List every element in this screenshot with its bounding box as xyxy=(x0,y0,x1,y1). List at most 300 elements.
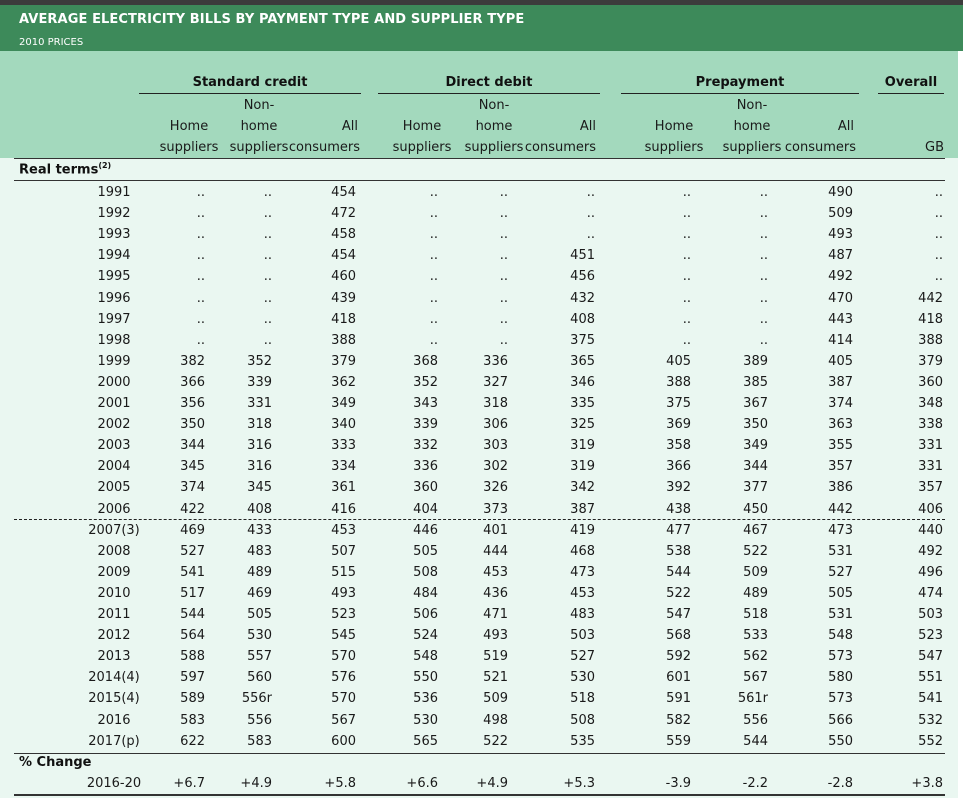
table-cell: .. xyxy=(682,269,691,285)
table-cell: 450 xyxy=(743,501,768,517)
table-cell: 531 xyxy=(828,607,853,622)
table-cell: 382 xyxy=(180,353,205,369)
table-cell: .. xyxy=(263,227,272,243)
row-year: 2008 xyxy=(97,543,131,559)
table-cell: 344 xyxy=(743,459,768,475)
table-cell: 560 xyxy=(247,670,272,686)
table-cell: 551 xyxy=(918,670,943,686)
table-cell: .. xyxy=(759,227,768,243)
table-cell: 365 xyxy=(570,353,595,369)
subheader-non: Non- xyxy=(736,98,768,113)
table-cell: 496 xyxy=(918,564,943,580)
subheader-non: Non- xyxy=(243,98,275,113)
table-cell: 493 xyxy=(331,585,356,601)
subheader-home: Home xyxy=(654,119,694,134)
table-cell: 454 xyxy=(331,248,356,264)
table-cell: 591 xyxy=(666,691,691,707)
table-cell: 388 xyxy=(331,332,356,348)
row-year: 2013 xyxy=(97,649,131,665)
table-cell: 363 xyxy=(828,417,853,433)
table-cell: 453 xyxy=(570,585,595,601)
subheader-home: home xyxy=(733,119,771,134)
table-cell: 352 xyxy=(413,374,438,390)
table-cell: 303 xyxy=(483,438,508,454)
table-cell: 521 xyxy=(483,670,508,686)
table-cell: 467 xyxy=(743,522,768,538)
table-cell: 333 xyxy=(331,438,356,454)
table-cell: .. xyxy=(499,290,508,306)
table-cell: 544 xyxy=(180,607,205,622)
table-cell: .. xyxy=(196,185,205,200)
subheader-suppliers: suppliers xyxy=(464,140,524,155)
table-cell: .. xyxy=(196,290,205,306)
table-cell: 405 xyxy=(828,353,853,369)
table-cell: 566 xyxy=(828,712,853,728)
table-cell: .. xyxy=(196,332,205,348)
table-cell: 523 xyxy=(331,607,356,622)
table-row xyxy=(0,667,963,688)
table-cell: 484 xyxy=(413,585,438,601)
table-row xyxy=(0,541,963,562)
table-cell: 334 xyxy=(331,459,356,475)
table-cell: 319 xyxy=(570,459,595,475)
table-cell: 432 xyxy=(570,290,595,306)
table-cell: 414 xyxy=(828,332,853,348)
table-cell: .. xyxy=(263,332,272,348)
table-cell: 348 xyxy=(918,396,943,411)
table-cell: 530 xyxy=(247,628,272,644)
table-cell: 451 xyxy=(570,248,595,264)
table-subtitle: 2010 PRICES xyxy=(19,37,84,48)
table-cell: 453 xyxy=(483,564,508,580)
table-row xyxy=(0,520,963,541)
table-cell: .. xyxy=(934,206,943,222)
row-year: 2016-20 xyxy=(86,776,142,791)
table-cell: 440 xyxy=(918,522,943,538)
table-cell: 562 xyxy=(743,649,768,665)
table-cell: +4.9 xyxy=(240,776,272,791)
group-prepayment: Prepayment xyxy=(695,75,785,90)
table-cell: 366 xyxy=(666,459,691,475)
table-cell: 493 xyxy=(828,227,853,243)
table-cell: 505 xyxy=(413,543,438,559)
table-cell: .. xyxy=(196,311,205,327)
table-cell: 548 xyxy=(413,649,438,665)
table-cell: .. xyxy=(263,206,272,222)
table-cell: 404 xyxy=(413,501,438,517)
table-cell: 331 xyxy=(247,396,272,411)
table-cell: .. xyxy=(263,185,272,200)
row-year: 2017(p) xyxy=(88,733,140,749)
table-cell: 564 xyxy=(180,628,205,644)
subheader-consumers: consumers xyxy=(288,140,360,155)
table-row xyxy=(0,477,963,498)
table-cell: 458 xyxy=(331,227,356,243)
table-cell: -2.2 xyxy=(742,776,768,791)
table-cell: 442 xyxy=(918,290,943,306)
table-cell: 472 xyxy=(331,206,356,222)
row-year: 1997 xyxy=(97,311,131,327)
table-cell: 532 xyxy=(918,712,943,728)
table-cell: 349 xyxy=(331,396,356,411)
table-cell: 375 xyxy=(570,332,595,348)
table-cell: 483 xyxy=(247,543,272,559)
table-cell: .. xyxy=(759,332,768,348)
table-cell: 541 xyxy=(918,691,943,707)
table-cell: 401 xyxy=(483,522,508,538)
table-cell: 508 xyxy=(413,564,438,580)
table-row xyxy=(0,456,963,477)
table-row xyxy=(0,625,963,646)
table-cell: .. xyxy=(263,290,272,306)
row-year: 2003 xyxy=(97,438,131,454)
table-cell: 408 xyxy=(570,311,595,327)
table-cell: 350 xyxy=(180,417,205,433)
table-cell: 492 xyxy=(918,543,943,559)
table-cell: .. xyxy=(499,185,508,200)
table-cell: 597 xyxy=(180,670,205,686)
table-cell: 419 xyxy=(570,522,595,538)
table-cell: .. xyxy=(429,206,438,222)
table-cell: 362 xyxy=(331,374,356,390)
row-year: 2004 xyxy=(97,459,131,475)
table-cell: 468 xyxy=(570,543,595,559)
table-row xyxy=(0,203,963,224)
table-cell: .. xyxy=(196,206,205,222)
table-cell: 388 xyxy=(666,374,691,390)
table-cell: 548 xyxy=(828,628,853,644)
table-cell: 456 xyxy=(570,269,595,285)
table-cell: .. xyxy=(499,311,508,327)
table-cell: .. xyxy=(759,290,768,306)
table-cell: +4.9 xyxy=(476,776,508,791)
table-cell: 316 xyxy=(247,459,272,475)
table-cell: 522 xyxy=(483,733,508,749)
subheader-suppliers: suppliers xyxy=(722,140,782,155)
table-cell: 509 xyxy=(743,564,768,580)
table-cell: 567 xyxy=(743,670,768,686)
table-cell: 544 xyxy=(743,733,768,749)
table-row xyxy=(0,288,963,309)
row-year: 1992 xyxy=(97,206,131,222)
table-cell: 583 xyxy=(247,733,272,749)
table-cell: .. xyxy=(499,248,508,264)
table-cell: 483 xyxy=(570,607,595,622)
subheader-all: All xyxy=(837,119,854,134)
table-cell: .. xyxy=(429,269,438,285)
table-cell: 550 xyxy=(828,733,853,749)
table-cell: .. xyxy=(586,206,595,222)
table-cell: 357 xyxy=(828,459,853,475)
table-cell: 418 xyxy=(331,311,356,327)
table-cell: .. xyxy=(934,269,943,285)
table-cell: +6.7 xyxy=(173,776,205,791)
subheader-non: Non- xyxy=(478,98,510,113)
table-cell: 469 xyxy=(180,522,205,538)
table-row xyxy=(0,224,963,245)
row-year: 2006 xyxy=(97,501,131,517)
table-cell: 592 xyxy=(666,649,691,665)
table-cell: .. xyxy=(682,290,691,306)
table-cell: 474 xyxy=(918,585,943,601)
table-cell: 489 xyxy=(247,564,272,580)
table-cell: 360 xyxy=(413,480,438,496)
subheader-suppliers: suppliers xyxy=(229,140,289,155)
table-cell: 339 xyxy=(247,374,272,390)
table-cell: .. xyxy=(499,227,508,243)
table-row xyxy=(0,351,963,372)
table-cell: 386 xyxy=(828,480,853,496)
section-real-terms-text: Real terms xyxy=(19,162,99,178)
group-underline xyxy=(621,93,859,94)
table-cell: 335 xyxy=(570,396,595,411)
table-cell: 374 xyxy=(180,480,205,496)
table-cell: 350 xyxy=(743,417,768,433)
table-cell: .. xyxy=(682,332,691,348)
table-cell: 530 xyxy=(413,712,438,728)
table-cell: 505 xyxy=(247,607,272,622)
table-cell: 519 xyxy=(483,649,508,665)
table-cell: 446 xyxy=(413,522,438,538)
table-cell: 470 xyxy=(828,290,853,306)
table-row xyxy=(0,499,963,520)
table-cell: .. xyxy=(682,311,691,327)
table-cell: 583 xyxy=(180,712,205,728)
table-cell: 338 xyxy=(918,417,943,433)
table-cell: .. xyxy=(499,332,508,348)
subheader-suppliers: suppliers xyxy=(159,140,219,155)
table-cell: 379 xyxy=(331,353,356,369)
table-cell: 343 xyxy=(413,396,438,411)
table-cell: 325 xyxy=(570,417,595,433)
table-cell: .. xyxy=(934,248,943,264)
table-cell: 433 xyxy=(247,522,272,538)
table-cell: 357 xyxy=(918,480,943,496)
table-cell: 573 xyxy=(828,691,853,707)
table-cell: 567 xyxy=(331,712,356,728)
row-year: 2014(4) xyxy=(88,670,140,686)
series-break-line xyxy=(14,519,945,520)
table-cell: 503 xyxy=(570,628,595,644)
table-cell: 460 xyxy=(331,269,356,285)
table-cell: 477 xyxy=(666,522,691,538)
table-cell: .. xyxy=(429,332,438,348)
table-cell: 345 xyxy=(180,459,205,475)
table-cell: 344 xyxy=(180,438,205,454)
table-row xyxy=(0,731,963,752)
table-cell: 306 xyxy=(483,417,508,433)
group-overall: Overall xyxy=(884,75,938,90)
table-cell: 318 xyxy=(483,396,508,411)
table-cell: .. xyxy=(759,206,768,222)
table-cell: 385 xyxy=(743,374,768,390)
row-year: 2009 xyxy=(97,564,131,580)
table-cell: 374 xyxy=(828,396,853,411)
subheader-home: home xyxy=(475,119,513,134)
table-row xyxy=(0,266,963,287)
table-cell: 531 xyxy=(828,543,853,559)
table-cell: +5.8 xyxy=(324,776,356,791)
subheader-suppliers: suppliers xyxy=(392,140,452,155)
table-cell: 389 xyxy=(743,353,768,369)
table-row xyxy=(0,562,963,583)
table-cell: 367 xyxy=(743,396,768,411)
table-cell: 547 xyxy=(918,649,943,665)
table-cell: 349 xyxy=(743,438,768,454)
table-cell: 523 xyxy=(918,628,943,644)
table-cell: .. xyxy=(682,248,691,264)
table-cell: .. xyxy=(263,311,272,327)
row-year: 2002 xyxy=(97,417,131,433)
table-row-change xyxy=(0,773,963,794)
table-cell: .. xyxy=(429,290,438,306)
table-row xyxy=(0,309,963,330)
table-cell: 538 xyxy=(666,543,691,559)
table-cell: 580 xyxy=(828,670,853,686)
table-cell: 556 xyxy=(743,712,768,728)
table-cell: 498 xyxy=(483,712,508,728)
table-cell: .. xyxy=(682,227,691,243)
table-cell: 387 xyxy=(828,374,853,390)
group-direct-debit: Direct debit xyxy=(445,75,533,90)
table-cell: 355 xyxy=(828,438,853,454)
table-cell: 524 xyxy=(413,628,438,644)
subheader-home: home xyxy=(240,119,278,134)
table-cell: 545 xyxy=(331,628,356,644)
table-cell: 508 xyxy=(570,712,595,728)
row-year: 2016 xyxy=(97,712,131,728)
table-cell: 527 xyxy=(180,543,205,559)
group-underline xyxy=(378,93,600,94)
row-year: 2012 xyxy=(97,628,131,644)
table-cell: 336 xyxy=(413,459,438,475)
row-year: 2015(4) xyxy=(88,691,140,707)
table-cell: .. xyxy=(196,248,205,264)
row-year: 1999 xyxy=(97,353,131,369)
row-year: 2011 xyxy=(97,607,131,622)
table-cell: .. xyxy=(263,269,272,285)
row-year: 1991 xyxy=(97,185,131,200)
table-cell: 515 xyxy=(331,564,356,580)
table-cell: 556 xyxy=(247,712,272,728)
table-cell: 492 xyxy=(828,269,853,285)
table-cell: .. xyxy=(934,227,943,243)
table-cell: 473 xyxy=(828,522,853,538)
table-cell: 490 xyxy=(828,185,853,200)
table-row xyxy=(0,330,963,351)
subheader-home: Home xyxy=(169,119,209,134)
table-row xyxy=(0,583,963,604)
table-cell: +3.8 xyxy=(911,776,943,791)
section-real-terms-note: (2) xyxy=(98,161,112,170)
subheader-all: All xyxy=(579,119,596,134)
row-year: 2007(3) xyxy=(88,522,140,538)
table-cell: 557 xyxy=(247,649,272,665)
row-year: 2000 xyxy=(97,374,131,390)
table-cell: 503 xyxy=(918,607,943,622)
table-cell: 316 xyxy=(247,438,272,454)
table-cell: .. xyxy=(682,185,691,200)
table-cell: 473 xyxy=(570,564,595,580)
table-cell: 358 xyxy=(666,438,691,454)
table-cell: 444 xyxy=(483,543,508,559)
table-cell: 561r xyxy=(737,691,768,707)
table-row xyxy=(0,435,963,456)
table-cell: 552 xyxy=(918,733,943,749)
table-cell: .. xyxy=(429,185,438,200)
table-cell: 360 xyxy=(918,374,943,390)
row-year: 2005 xyxy=(97,480,131,496)
table-cell: 469 xyxy=(247,585,272,601)
table-cell: .. xyxy=(759,311,768,327)
table-cell: 442 xyxy=(828,501,853,517)
table-cell: 573 xyxy=(828,649,853,665)
table-cell: 576 xyxy=(331,670,356,686)
subheader-gb: GB xyxy=(925,140,944,155)
table-cell: 453 xyxy=(331,522,356,538)
table-cell: 509 xyxy=(483,691,508,707)
table-cell: 541 xyxy=(180,564,205,580)
row-year: 1996 xyxy=(97,290,131,306)
title-band xyxy=(0,5,963,51)
table-cell: 536 xyxy=(413,691,438,707)
table-cell: 368 xyxy=(413,353,438,369)
subheader-suppliers: suppliers xyxy=(644,140,704,155)
table-cell: +5.3 xyxy=(563,776,595,791)
table-cell: .. xyxy=(759,185,768,200)
table-cell: -3.9 xyxy=(665,776,691,791)
table-cell: 556r xyxy=(241,691,272,707)
section-rule xyxy=(14,180,945,181)
table-cell: 570 xyxy=(331,691,356,707)
table-cell: 387 xyxy=(570,501,595,517)
table-cell: 522 xyxy=(666,585,691,601)
table-cell: 408 xyxy=(247,501,272,517)
table-cell: 535 xyxy=(570,733,595,749)
table-cell: .. xyxy=(934,185,943,200)
section-rule xyxy=(14,753,945,754)
table-row xyxy=(0,710,963,731)
table-cell: .. xyxy=(682,206,691,222)
table-cell: 570 xyxy=(331,649,356,665)
section-real-terms xyxy=(19,161,111,177)
row-year: 1994 xyxy=(97,248,131,264)
table-cell: 544 xyxy=(666,564,691,580)
row-year: 1998 xyxy=(97,332,131,348)
table-cell: 527 xyxy=(828,564,853,580)
table-cell: 366 xyxy=(180,374,205,390)
table-cell: 388 xyxy=(918,332,943,348)
table-title: AVERAGE ELECTRICITY BILLS BY PAYMENT TYPE AND SUPPLIER TYPE xyxy=(19,12,525,27)
table-cell: .. xyxy=(586,185,595,200)
table-cell: 336 xyxy=(483,353,508,369)
table-cell: 487 xyxy=(828,248,853,264)
row-year: 1995 xyxy=(97,269,131,285)
table-cell: 373 xyxy=(483,501,508,517)
subheader-home: Home xyxy=(402,119,442,134)
table-cell: .. xyxy=(196,227,205,243)
table-cell: .. xyxy=(429,227,438,243)
table-cell: 356 xyxy=(180,396,205,411)
table-cell: 505 xyxy=(828,585,853,601)
table-cell: .. xyxy=(759,269,768,285)
table-cell: 377 xyxy=(743,480,768,496)
table-cell: 318 xyxy=(247,417,272,433)
subheader-consumers: consumers xyxy=(784,140,856,155)
table-cell: 443 xyxy=(828,311,853,327)
table-row xyxy=(0,604,963,625)
table-cell: 622 xyxy=(180,733,205,749)
